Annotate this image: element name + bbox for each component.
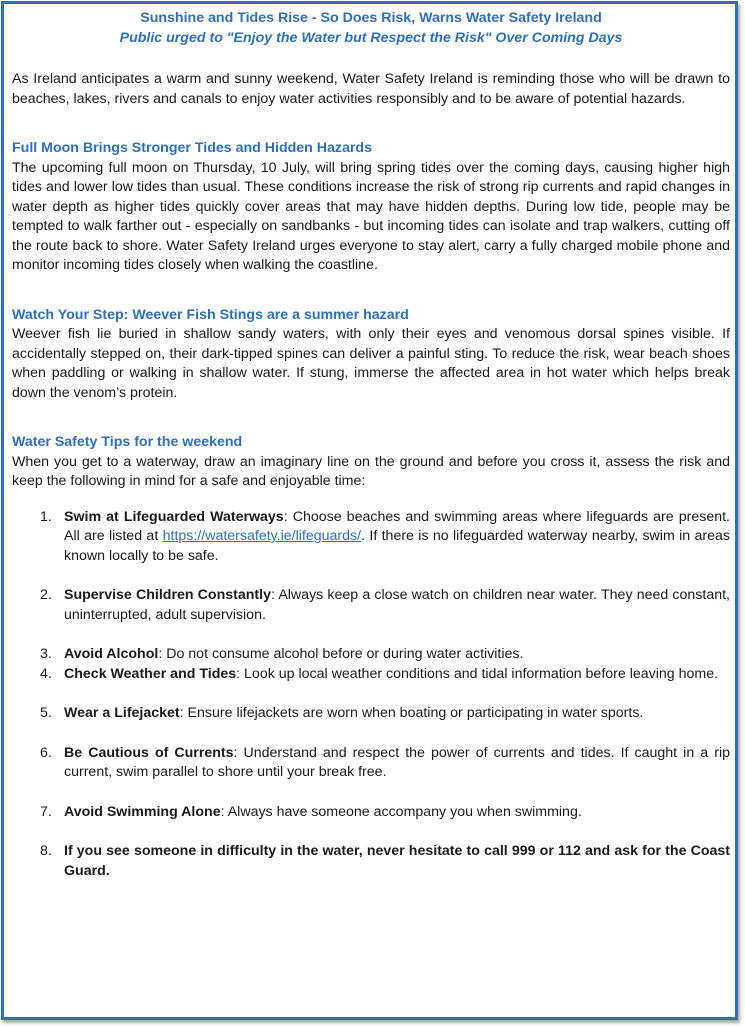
tip-text: : Always have someone accompany you when swimming. [220,803,582,820]
section-body-tides: The upcoming full moon on Thursday, 10 July, will bring spring tides over the coming days, causing higher high tides and lower low tides than usual. These conditions increase the risk of strong rip currents and rapid changes in water depth as higher tides quickly cover areas that may have hidden depths. During low tide, people may be tempted to walk farther out - especially on sandbanks - but incoming tides can isolate and trap walkers, cutting off the route back to shore. Water Safety Ireland urges everyone to stay alert, carry a fully charged mobile phone and monitor incoming tides closely when walking the coastline. [12,159,730,273]
tip-text: : Ensure lifejackets are worn when boating or participating in water sports. [179,705,644,721]
list-item-text [64,842,730,881]
list-item [12,704,730,724]
tip-title: Avoid Alcohol [64,646,159,662]
list-number: 4. [40,665,52,682]
list-item [12,645,730,665]
list-item-text [64,803,730,823]
list-number: 7. [40,803,52,820]
section-heading-weever: Watch Your Step: Weever Fish Stings are a summer hazard [12,306,409,323]
document-body [12,8,730,881]
tip-title: Supervise Children Constantly [64,587,271,603]
page-subtitle: Public urged to "Enjoy the Water but Respect the Risk" Over Coming Days [119,30,623,46]
list-number: 8. [40,843,52,859]
list-item-text [64,645,730,665]
tip-text: : Look up local weather conditions and tidal information before leaving home. [236,665,719,682]
tip-title: Be Cautious of Currents [64,744,234,761]
list-item-text [64,665,730,685]
list-item [12,586,730,625]
section-heading-tides: Full Moon Brings Stronger Tides and Hidden Hazards [12,140,372,156]
list-number: 6. [40,744,52,761]
tip-text: : Choose beaches and swimming areas where lifeguards are present. All are listed at [64,508,730,544]
list-item [12,665,730,685]
list-item-text [64,586,730,625]
tip-title: Avoid Swimming Alone [64,803,221,820]
tip-text: : Always keep a close watch on children near water. They need constant, uninterrupted, adult supervision. [64,587,730,623]
tip-text: : Do not consume alcohol before or during water activities. [158,646,524,662]
list-number: 2. [40,587,52,603]
section-body-tips: When you get to a waterway, draw an imaginary line on the ground and before you cross it, assess the risk and keep the following in mind for a safe and enjoyable time: [12,453,730,489]
tip-title: Check Weather and Tides [64,665,237,682]
list-item-text [64,704,730,724]
tip-title: Swim at Lifeguarded Waterways [64,508,284,525]
section-heading-tips: Water Safety Tips for the weekend [12,434,243,450]
list-item-text [64,508,730,567]
list-item-text [64,744,730,783]
tip-text: : Understand and respect the power of currents and tides. If caught in a rip current, swim parallel to shore until your break free. [64,744,730,780]
list-item [12,803,730,823]
list-item [12,508,730,567]
list-item [12,842,730,881]
list-item [12,744,730,783]
tip-text-after: . If there is no lifeguarded waterway nearby, swim in areas known locally to be safe. [64,528,730,564]
tips-list [12,508,730,882]
page-title: Sunshine and Tides Rise - So Does Risk, Warns Water Safety Ireland [140,10,602,26]
tip-title: Wear a Lifejacket [64,705,180,721]
intro-paragraph: As Ireland anticipates a warm and sunny weekend, Water Safety Ireland is reminding those who will be drawn to beaches, lakes, rivers and canals to enjoy water activities responsibly and to be aware of potential hazards. [12,71,730,107]
list-number: 3. [40,646,52,662]
list-number: 1. [40,508,52,525]
tip-title: If you see someone in difficulty in the water, never hesitate to call 999 or 112 and ask for the Coast Guard. [64,843,730,879]
section-body-weever: Weever fish lie buried in shallow sandy waters, with only their eyes and venomous dorsal spines visible. If accidentally stepped on, their dark-tipped spines can deliver a painful sting. To reduce the risk, wear beach shoes when paddling or walking in shallow water. If stung, immerse the affected area in hot water which helps break down the venom’s protein. [12,326,730,401]
lifeguards-link[interactable]: https://watersafety.ie/lifeguards/ [162,528,362,544]
list-number: 5. [40,705,52,721]
